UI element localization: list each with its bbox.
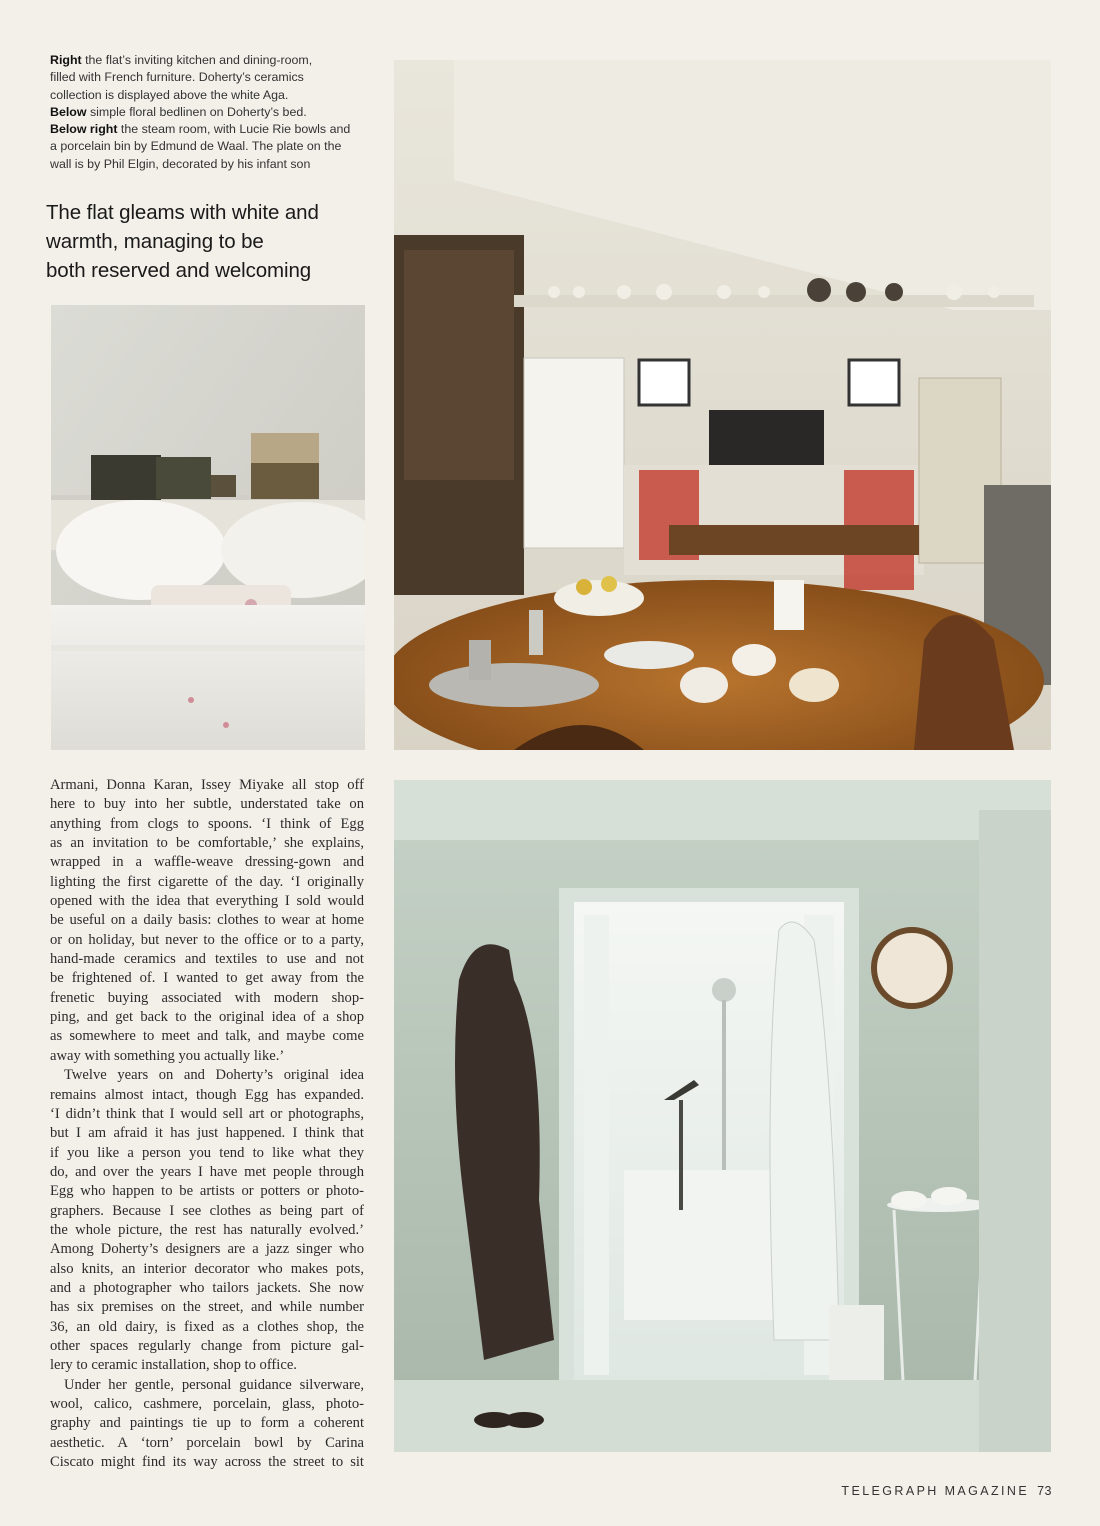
body-line: hand-made ceramics and textiles to use and not (50, 951, 364, 968)
steam-room-photo-illustration (394, 780, 1051, 1452)
caption-line: filled with French furniture. Doherty’s ceramics (50, 70, 304, 85)
caption-below-right (50, 121, 370, 173)
body-line: Under her gentle, personal guidance silverware, (64, 1376, 364, 1393)
body-line: the whole picture, the rest has naturally evolved.’ (50, 1221, 364, 1238)
body-line: Ciscato might find its way across the street to sit (50, 1454, 364, 1471)
body-line: anything from clogs to spoons. ‘I think of Egg (50, 815, 364, 832)
body-line: be useful on a daily basis: clothes to wear at home (50, 912, 364, 929)
caption-line: a porcelain bin by Edmund de Waal. The plate on the (50, 139, 342, 154)
caption-line: wall is by Phil Elgin, decorated by his infant son (50, 156, 311, 171)
body-line: do, and over the years I have met people through (50, 1163, 364, 1180)
kitchen-photo (394, 60, 1051, 750)
photo-captions (50, 52, 370, 173)
article-paragraph (50, 1376, 364, 1473)
body-line: Egg who happen to be artists or potters or photo- (50, 1183, 364, 1200)
body-line: opened with the idea that everything I sold would (50, 893, 364, 910)
article-paragraph (50, 776, 364, 1066)
body-line: Armani, Donna Karan, Issey Miyake all stop off (50, 777, 364, 793)
caption-line: the flat’s inviting kitchen and dining-room, (81, 53, 313, 67)
body-line: other spaces regularly change from picture gal- (50, 1337, 364, 1354)
body-line: as an invitation to be comfortable,’ she explains, (50, 835, 364, 852)
page-folio (841, 1484, 1052, 1498)
pull-quote-line: warmth, managing to be (46, 230, 264, 253)
magazine-name: TELEGRAPH MAGAZINE (841, 1484, 1030, 1498)
body-line: as somewhere to meet and talk, and maybe come (50, 1028, 364, 1045)
body-line: away with something you actually like.’ (50, 1047, 285, 1064)
bedroom-photo-illustration (51, 305, 365, 750)
article-paragraph (50, 1066, 364, 1376)
pull-quote (46, 198, 376, 285)
body-line: Among Doherty’s designers are a jazz singer who (50, 1241, 364, 1258)
caption-line: collection is displayed above the white Aga. (50, 87, 289, 102)
caption-line: the steam room, with Lucie Rie bowls and (117, 122, 351, 137)
body-line: or on holiday, but never to the office or to a party, (50, 931, 364, 948)
steam-room-photo (394, 780, 1051, 1452)
caption-lead: Below (50, 104, 87, 119)
body-line: remains almost intact, though Egg has expanded. (50, 1086, 364, 1103)
page-number: 73 (1037, 1484, 1052, 1498)
caption-line: simple floral bedlinen on Doherty’s bed. (86, 104, 307, 119)
caption-lead: Right (50, 53, 82, 67)
bedroom-photo (51, 305, 365, 750)
body-line: and a photographer who tailors jackets. She now (50, 1279, 364, 1296)
body-line: ping, and get back to the original idea of a shop (50, 1009, 364, 1026)
caption-lead: Below right (50, 122, 118, 137)
body-line: graphers. Because I see clothes as being part of (50, 1202, 364, 1219)
body-line: has six premises on the street, and while number (50, 1299, 364, 1316)
body-line: aesthetic. A ‘torn’ porcelain bowl by Carina (50, 1434, 364, 1451)
body-line: lighting the first cigarette of the day. ‘I originally (50, 873, 364, 890)
body-line: wrapped in a waffle-weave dressing-gown and (50, 854, 364, 871)
caption-right (50, 52, 370, 104)
body-line: also knits, an interior decorator who makes pots, (50, 1260, 364, 1277)
body-line: 36, an old dairy, is fixed as a clothes shop, the (50, 1318, 364, 1335)
body-line: ‘I didn’t think that I would sell art or photographs, (50, 1105, 364, 1122)
body-line: be frightened of. I wanted to get away from the (50, 970, 364, 987)
body-line: here to buy into her subtle, understated take on (50, 796, 364, 813)
body-line: graphy and paintings tie up to form a coherent (50, 1415, 364, 1432)
kitchen-photo-illustration (394, 60, 1051, 750)
caption-below (50, 104, 370, 121)
body-line: frenetic buying associated with modern shop- (50, 989, 364, 1006)
pull-quote-line: both reserved and welcoming (46, 259, 312, 282)
body-line: if you like a person you tend to like what they (50, 1144, 364, 1161)
pull-quote-line: The flat gleams with white and (46, 201, 319, 224)
body-line: wool, calico, cashmere, porcelain, glass, photo- (50, 1396, 364, 1412)
body-line: but I am afraid it has just happened. I think that (50, 1125, 364, 1142)
article-body (50, 776, 364, 1472)
body-line: lery to ceramic installation, shop to office. (50, 1357, 297, 1374)
body-line: Twelve years on and Doherty’s original idea (64, 1067, 364, 1084)
